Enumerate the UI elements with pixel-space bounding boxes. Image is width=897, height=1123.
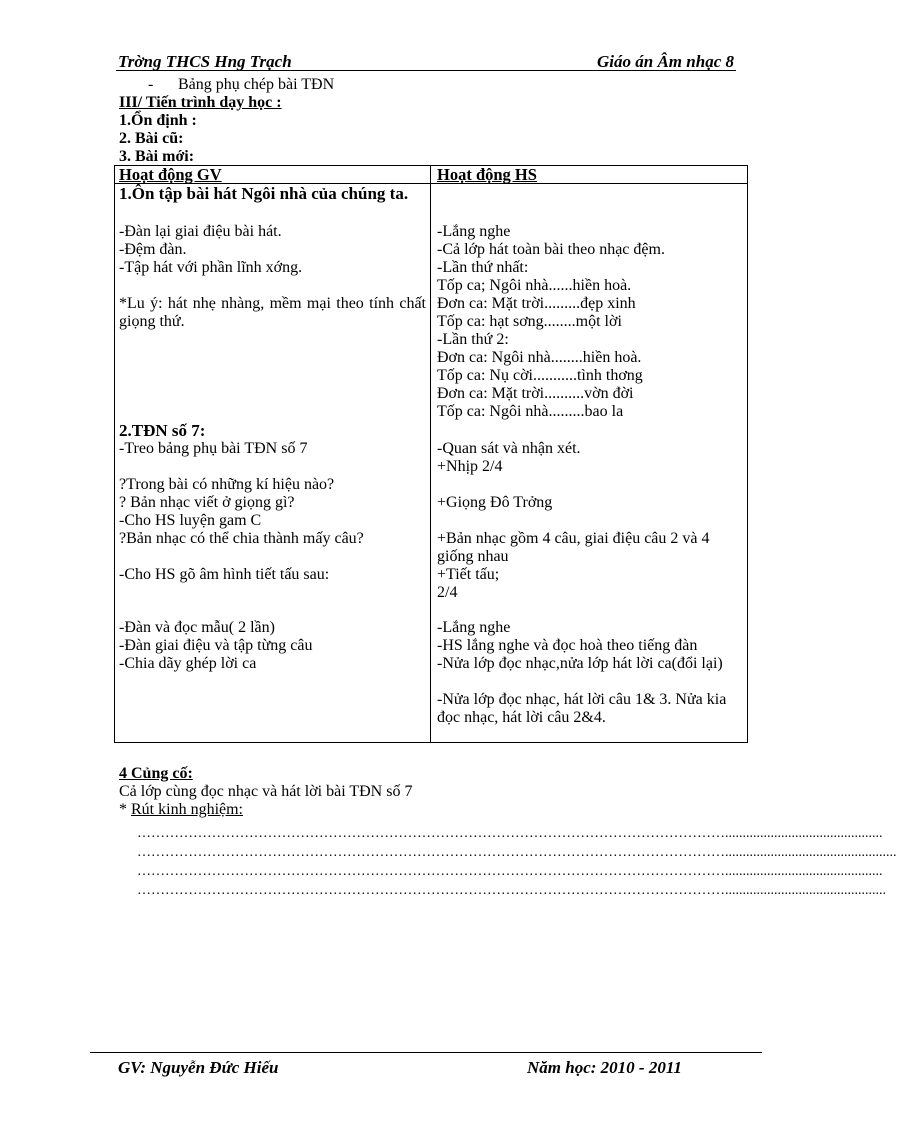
gv-item: ?Trong bài có những kí hiệu nào?: [119, 476, 335, 493]
hs-item: Tốp ca: Ngôi nhà.........bao la: [437, 403, 624, 420]
hs-item: Đơn ca: Ngôi nhà........hiền hoà.: [437, 349, 642, 366]
footer-year: Năm học: 2010 - 2011: [527, 1058, 682, 1077]
footer-teacher: GV: Nguyễn Đức Hiếu: [118, 1058, 279, 1077]
table-header-hs: Hoạt động HS: [437, 165, 537, 184]
gv-item: -Chia dãy ghép lời ca: [119, 655, 257, 672]
hs-item: -Lần thứ nhất:: [437, 259, 529, 276]
table-header-gv: Hoạt động GV: [119, 165, 222, 184]
header-divider: [116, 70, 736, 71]
header-school: Trờng THCS Hng Trạch: [118, 52, 292, 71]
footer-divider: [90, 1052, 762, 1053]
hs-item: -Cả lớp hát toàn bài theo nhạc đệm.: [437, 241, 665, 258]
hs-item: Tốp ca; Ngôi nhà......hiền hoà.: [437, 277, 632, 294]
hs-item: -Lắng nghe: [437, 619, 511, 636]
experience-dot-line: ……………………………………………………………………………………………………………….............................................: [137, 864, 883, 879]
step-3-title: 3. Bài mới:: [119, 148, 195, 165]
gv-section-2-title: 2.TĐN số 7:: [119, 421, 206, 440]
step-2-title: 2. Bài cũ:: [119, 130, 184, 147]
gv-item: -Tập hát với phần lĩnh xớng.: [119, 259, 303, 276]
gv-item: -Treo bảng phụ bài TĐN số 7: [119, 440, 308, 457]
gv-note: *Lu ý: hát nhẹ nhàng, mềm mại theo tính chất giọng thứ.: [119, 295, 426, 330]
gv-item: -Cho HS gõ âm hình tiết tấu sau:: [119, 566, 330, 583]
hs-item: Tốp ca: hạt sơng........một lời: [437, 313, 622, 330]
hs-item: -Nửa lớp đọc nhạc,nửa lớp hát lời ca(đổi lại): [437, 655, 723, 672]
experience-line: [119, 801, 243, 819]
gv-item: -Đàn lại giai điệu bài hát.: [119, 223, 282, 240]
gv-item: -Cho HS luyện gam C: [119, 512, 262, 529]
gv-item: ? Bản nhạc viết ở giọng gì?: [119, 494, 295, 511]
experience-dot-line: ……………………………………………………………………………………………………………….................................................: [137, 845, 897, 860]
gv-item: -Đàn giai điệu và tập từng câu: [119, 637, 313, 654]
hs-item: +Nhịp 2/4: [437, 458, 503, 475]
star-icon: *: [119, 801, 127, 818]
materials-text: Bảng phụ chép bài TĐN: [178, 76, 335, 93]
hs-item: -Nửa lớp đọc nhạc, hát lời câu 1& 3. Nửa kia đọc nhạc, hát lời câu 2&4.: [437, 691, 727, 726]
hs-item: +Giọng Đô Trởng: [437, 494, 553, 511]
step-1-title: 1.Ổn định :: [119, 112, 197, 129]
gv-section-1-title: 1.Ôn tập bài hát Ngôi nhà của chúng ta.: [119, 184, 409, 203]
header-subject: Giáo án Âm nhạc 8: [597, 52, 734, 71]
gv-item: -Đệm đàn.: [119, 241, 187, 258]
materials-line: [148, 76, 334, 94]
hs-item: 2/4: [437, 584, 458, 601]
consolidation-title: 4 Củng cố:: [119, 765, 193, 782]
gv-item: -Đàn và đọc mẫu( 2 lần): [119, 619, 275, 636]
consolidation-text: Cả lớp cùng đọc nhạc và hát lời bài TĐN số 7: [119, 783, 413, 800]
hs-item: +Bản nhạc gồm 4 câu, giai điệu câu 2 và 4 giống nhau: [437, 530, 710, 565]
table-column-divider: [430, 165, 431, 743]
experience-title: Rút kinh nghiệm:: [131, 801, 243, 818]
experience-dot-line: ……………………………………………………………………………………………………………….............................................: [137, 826, 883, 841]
gv-item: ?Bản nhạc có thể chia thành mấy câu?: [119, 530, 364, 547]
bullet-dash: -: [148, 76, 154, 93]
section-3-title: III/ Tiến trình dạy học :: [119, 94, 282, 111]
hs-item: -Lắng nghe: [437, 223, 511, 240]
hs-item: -HS lắng nghe và đọc hoà theo tiếng đàn: [437, 637, 698, 654]
hs-item: +Tiết tấu;: [437, 566, 500, 583]
hs-item: Đơn ca: Mặt trời..........vờn đời: [437, 385, 634, 402]
experience-dot-line: ………………………………………………………………………………………………………………..............................................: [137, 883, 886, 898]
hs-item: Tốp ca: Nụ cời...........tình thơng: [437, 367, 643, 384]
hs-item: -Lần thứ 2:: [437, 331, 509, 348]
hs-item: Đơn ca: Mặt trời.........đẹp xinh: [437, 295, 636, 312]
hs-item: -Quan sát và nhận xét.: [437, 440, 581, 457]
